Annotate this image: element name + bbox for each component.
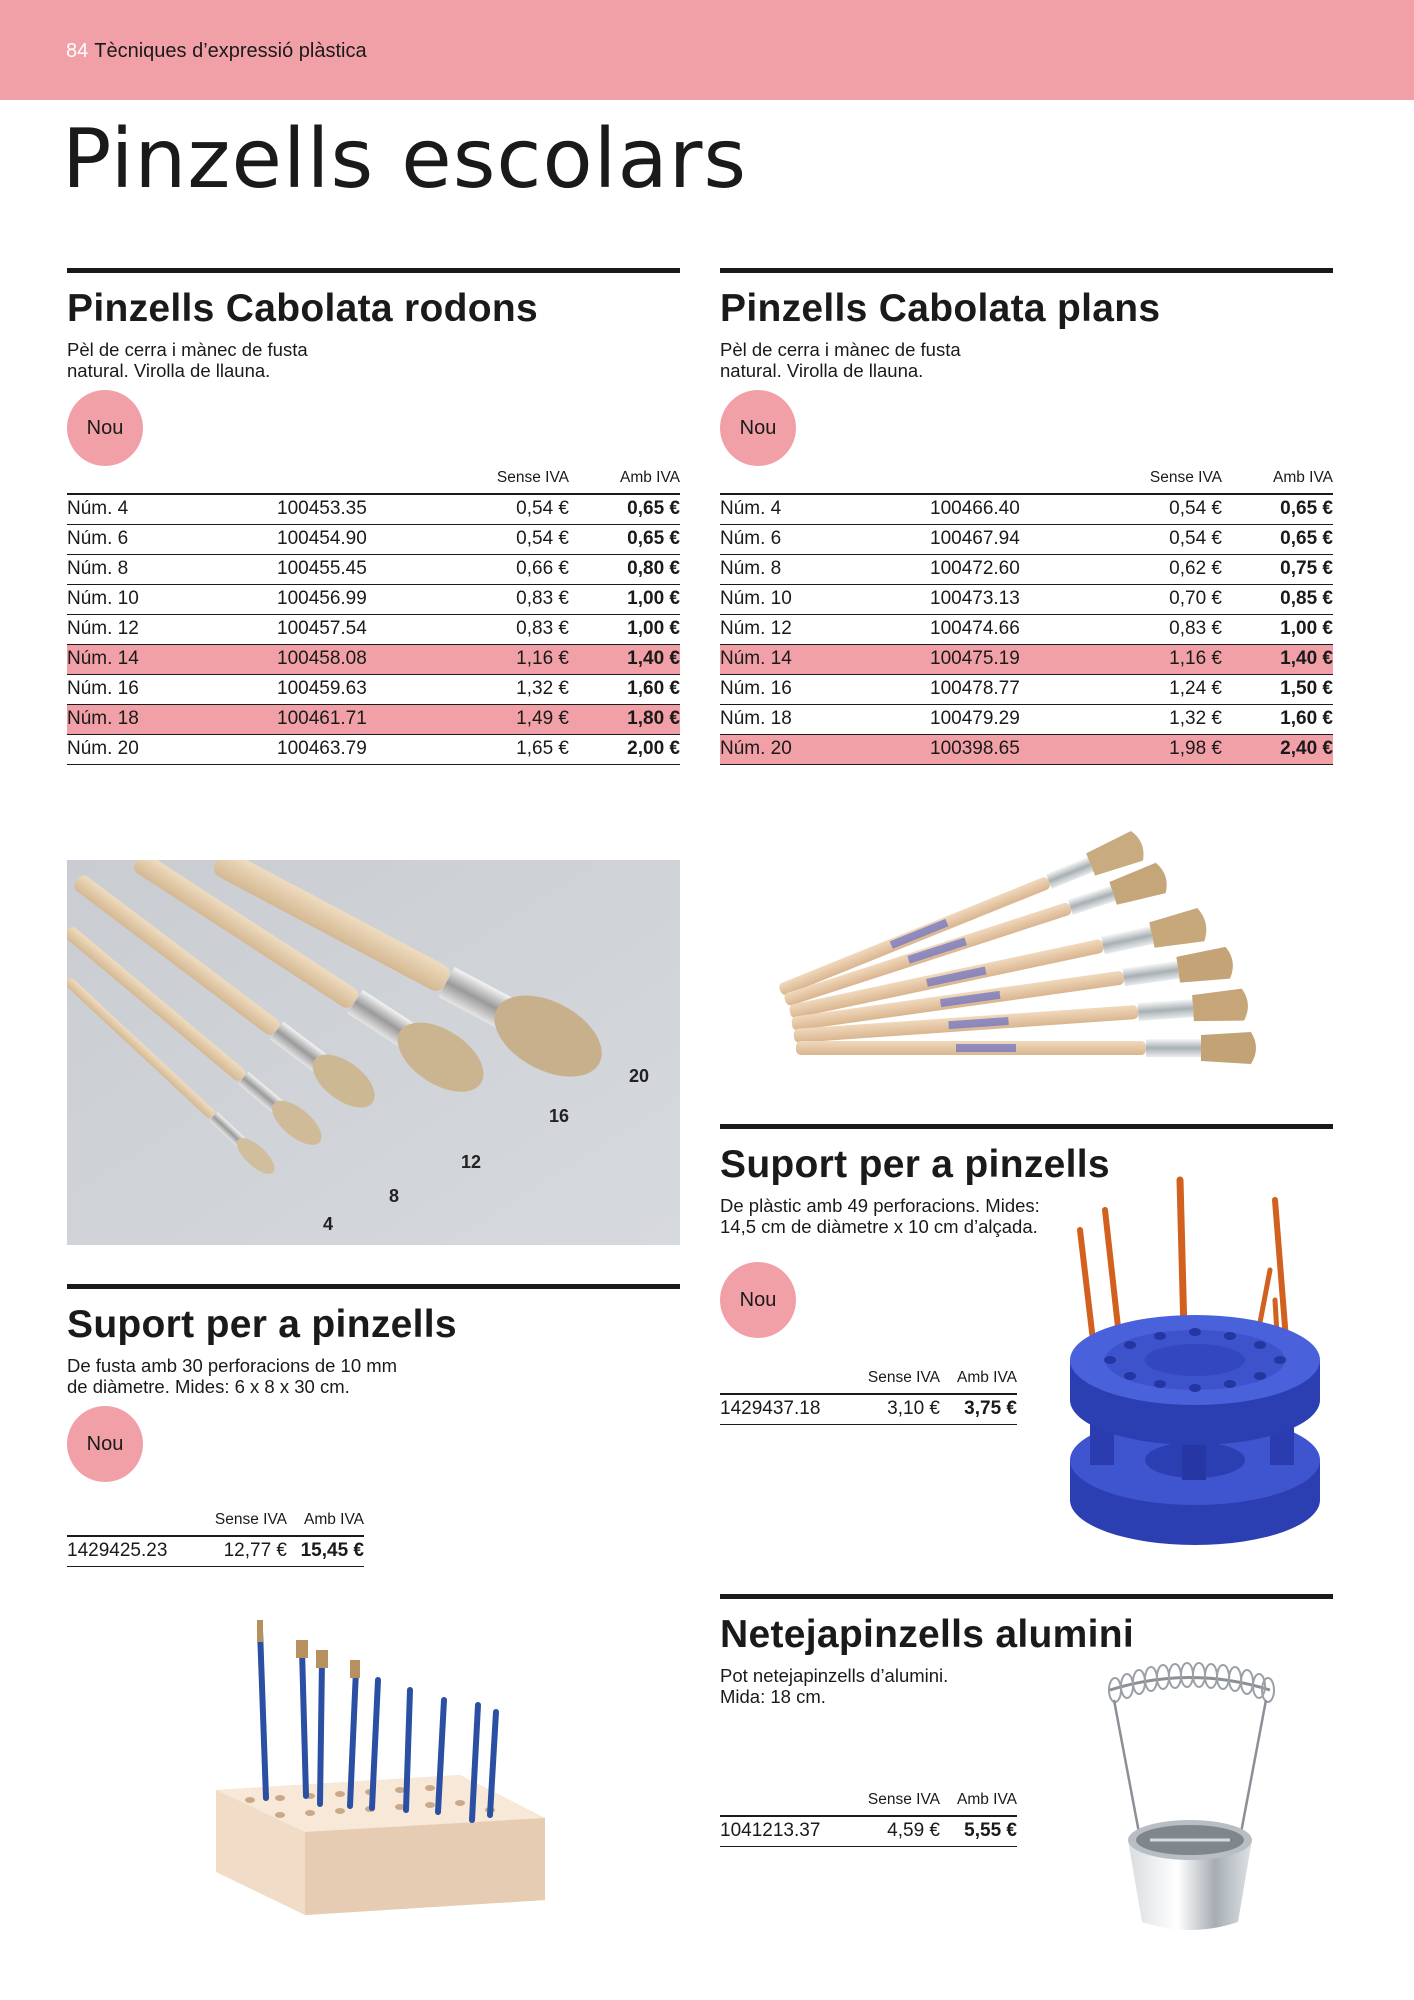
size-label-20: 20 [629, 1066, 650, 1086]
price-no-vat: 1,49 € [447, 704, 569, 734]
flat-title: Pinzells Cabolata plans [720, 287, 1161, 330]
product-code: 100398.65 [930, 734, 1100, 764]
product-code: 100459.63 [277, 674, 447, 704]
header-with-vat: Amb IVA [1222, 466, 1333, 494]
header-empty [67, 1508, 207, 1536]
price-no-vat: 0,54 € [1100, 524, 1222, 554]
table-row [720, 554, 1333, 584]
section-rule [67, 268, 680, 273]
size-label-8: 8 [389, 1186, 400, 1206]
cleaner-description: Pot netejapinzells d’alumini. Mida: 18 cm. [720, 1665, 949, 1707]
price-with-vat: 2,40 € [1222, 734, 1333, 764]
product-code: 100461.71 [277, 704, 447, 734]
header-empty [930, 466, 1100, 494]
price-with-vat: 0,85 € [1222, 584, 1333, 614]
section-rule [720, 1594, 1333, 1599]
price-with-vat: 1,50 € [1222, 674, 1333, 704]
price-no-vat: 1,98 € [1100, 734, 1222, 764]
new-badge [720, 390, 796, 466]
size-cell: Núm. 10 [67, 584, 277, 614]
price-no-vat: 1,32 € [1100, 704, 1222, 734]
price-no-vat: 0,54 € [447, 524, 569, 554]
badge-label: Nou [739, 416, 777, 439]
new-badge [720, 1262, 796, 1338]
table-header-row [67, 466, 680, 494]
header-no-vat: Sense IVA [207, 1508, 287, 1536]
table-row [720, 644, 1333, 674]
table-row [720, 734, 1333, 764]
price-with-vat: 1,80 € [569, 704, 680, 734]
product-code: 100456.99 [277, 584, 447, 614]
new-badge [67, 1406, 143, 1482]
product-code: 100475.19 [930, 644, 1100, 674]
table-row [720, 704, 1333, 734]
table-row [720, 1816, 1017, 1846]
price-no-vat: 1,65 € [447, 734, 569, 764]
wood-stand-section [67, 1284, 680, 1397]
plastic-stand-description: De plàstic amb 49 perforacions. Mides: 14,5 cm de diàmetre x 10 cm d’alçada. [720, 1195, 1040, 1237]
product-code: 100457.54 [277, 614, 447, 644]
table-row [720, 584, 1333, 614]
size-cell: Núm. 12 [67, 614, 277, 644]
wood-stand-title: Suport per a pinzells [67, 1303, 457, 1346]
table-row [720, 494, 1333, 524]
flat-description: Pèl de cerra i mànec de fusta natural. Virolla de llauna. [720, 339, 961, 381]
price-no-vat: 0,83 € [447, 584, 569, 614]
plastic-stand-illustration [1050, 1160, 1350, 1560]
badge-label: Nou [86, 416, 124, 439]
price-with-vat: 0,65 € [569, 494, 680, 524]
page-header [0, 0, 1414, 100]
product-code: 1041213.37 [720, 1816, 860, 1846]
table-row [720, 614, 1333, 644]
product-code: 100455.45 [277, 554, 447, 584]
size-cell: Núm. 18 [720, 704, 930, 734]
round-price-table [67, 466, 680, 765]
table-header-row [720, 466, 1333, 494]
price-no-vat: 1,32 € [447, 674, 569, 704]
section-rule [720, 268, 1333, 273]
product-code: 100479.29 [930, 704, 1100, 734]
size-cell: Núm. 8 [720, 554, 930, 584]
size-cell: Núm. 4 [720, 494, 930, 524]
header-label [66, 40, 367, 63]
price-with-vat: 1,60 € [569, 674, 680, 704]
round-brushes-illustration [67, 860, 680, 1245]
price-no-vat: 0,83 € [447, 614, 569, 644]
page-title: Pinzells escolars [62, 112, 748, 207]
table-row [67, 1536, 364, 1566]
header-empty [67, 466, 277, 494]
size-cell: Núm. 8 [67, 554, 277, 584]
product-code: 100467.94 [930, 524, 1100, 554]
size-cell: Núm. 6 [720, 524, 930, 554]
price-with-vat: 1,40 € [1222, 644, 1333, 674]
price-with-vat: 5,55 € [940, 1816, 1017, 1846]
table-row [67, 674, 680, 704]
size-cell: Núm. 14 [67, 644, 277, 674]
cleaner-photo [1090, 1660, 1290, 1940]
size-cell: Núm. 6 [67, 524, 277, 554]
price-no-vat: 0,83 € [1100, 614, 1222, 644]
table-row [720, 674, 1333, 704]
header-with-vat: Amb IVA [940, 1788, 1017, 1816]
price-no-vat: 4,59 € [860, 1816, 940, 1846]
price-no-vat: 0,66 € [447, 554, 569, 584]
wood-stand-price-table [67, 1508, 364, 1567]
size-cell: Núm. 16 [67, 674, 277, 704]
header-with-vat: Amb IVA [287, 1508, 364, 1536]
size-cell: Núm. 20 [720, 734, 930, 764]
table-row [67, 494, 680, 524]
header-with-vat: Amb IVA [940, 1366, 1017, 1394]
product-code: 100458.08 [277, 644, 447, 674]
size-cell: Núm. 4 [67, 494, 277, 524]
header-empty [720, 1366, 860, 1394]
product-code: 100472.60 [930, 554, 1100, 584]
product-code: 1429425.23 [67, 1536, 207, 1566]
product-code: 100474.66 [930, 614, 1100, 644]
badge-label: Nou [739, 1288, 777, 1311]
product-code: 100453.35 [277, 494, 447, 524]
plastic-stand-photo [1050, 1160, 1350, 1560]
size-cell: Núm. 20 [67, 734, 277, 764]
table-row [720, 524, 1333, 554]
size-cell: Núm. 16 [720, 674, 930, 704]
table-header-row [67, 1508, 364, 1536]
size-cell: Núm. 12 [720, 614, 930, 644]
price-no-vat: 12,77 € [207, 1536, 287, 1566]
table-row [67, 614, 680, 644]
table-row [67, 644, 680, 674]
size-label-4: 4 [323, 1214, 334, 1234]
size-label-12: 12 [461, 1152, 482, 1172]
price-no-vat: 0,54 € [1100, 494, 1222, 524]
table-header-row [720, 1788, 1017, 1816]
price-with-vat: 1,40 € [569, 644, 680, 674]
price-with-vat: 0,65 € [569, 524, 680, 554]
price-no-vat: 0,54 € [447, 494, 569, 524]
product-code: 1429437.18 [720, 1394, 860, 1424]
cleaner-title: Netejapinzells alumini [720, 1613, 1135, 1656]
wood-stand-description: De fusta amb 30 perforacions de 10 mm de diàmetre. Mides: 6 x 8 x 30 cm. [67, 1355, 398, 1397]
section-name: Tècniques d’expressió plàstica [94, 40, 367, 62]
product-code: 100478.77 [930, 674, 1100, 704]
round-title: Pinzells Cabolata rodons [67, 287, 538, 330]
cleaner-illustration [1090, 1660, 1290, 1940]
price-with-vat: 2,00 € [569, 734, 680, 764]
product-code: 100454.90 [277, 524, 447, 554]
flat-brushes-section [720, 268, 1333, 381]
price-with-vat: 15,45 € [287, 1536, 364, 1566]
price-no-vat: 1,16 € [447, 644, 569, 674]
section-rule [720, 1124, 1333, 1129]
wood-stand-photo [210, 1610, 560, 1930]
header-no-vat: Sense IVA [860, 1788, 940, 1816]
price-with-vat: 1,00 € [569, 614, 680, 644]
round-description: Pèl de cerra i mànec de fusta natural. Virolla de llauna. [67, 339, 308, 381]
cleaner-price-table [720, 1788, 1017, 1847]
price-with-vat: 0,75 € [1222, 554, 1333, 584]
flat-brushes-illustration [770, 800, 1290, 1090]
price-no-vat: 3,10 € [860, 1394, 940, 1424]
product-code: 100466.40 [930, 494, 1100, 524]
wood-stand-illustration [210, 1610, 560, 1930]
section-rule [67, 1284, 680, 1289]
badge-label: Nou [86, 1432, 124, 1455]
product-code: 100463.79 [277, 734, 447, 764]
size-cell: Núm. 10 [720, 584, 930, 614]
new-badge [67, 390, 143, 466]
price-with-vat: 1,60 € [1222, 704, 1333, 734]
header-no-vat: Sense IVA [860, 1366, 940, 1394]
product-code: 100473.13 [930, 584, 1100, 614]
plastic-stand-price-table [720, 1366, 1017, 1425]
table-row [67, 554, 680, 584]
price-with-vat: 0,65 € [1222, 494, 1333, 524]
table-row [67, 704, 680, 734]
header-empty [277, 466, 447, 494]
price-with-vat: 3,75 € [940, 1394, 1017, 1424]
table-row [67, 584, 680, 614]
price-with-vat: 1,00 € [569, 584, 680, 614]
round-brushes-photo [67, 860, 680, 1245]
size-cell: Núm. 18 [67, 704, 277, 734]
table-row [67, 734, 680, 764]
size-label-16: 16 [549, 1106, 570, 1126]
header-with-vat: Amb IVA [569, 466, 680, 494]
price-with-vat: 0,80 € [569, 554, 680, 584]
price-no-vat: 1,16 € [1100, 644, 1222, 674]
header-empty [720, 1788, 860, 1816]
plastic-stand-title: Suport per a pinzells [720, 1143, 1110, 1186]
table-header-row [720, 1366, 1017, 1394]
flat-price-table [720, 466, 1333, 765]
table-row [67, 524, 680, 554]
price-no-vat: 1,24 € [1100, 674, 1222, 704]
flat-brushes-photo [770, 800, 1290, 1090]
round-brushes-section [67, 268, 680, 381]
table-row [720, 1394, 1017, 1424]
price-with-vat: 1,00 € [1222, 614, 1333, 644]
price-no-vat: 0,70 € [1100, 584, 1222, 614]
page-number: 84 [66, 40, 89, 62]
price-no-vat: 0,62 € [1100, 554, 1222, 584]
price-with-vat: 0,65 € [1222, 524, 1333, 554]
size-cell: Núm. 14 [720, 644, 930, 674]
header-no-vat: Sense IVA [1100, 466, 1222, 494]
header-no-vat: Sense IVA [447, 466, 569, 494]
header-empty [720, 466, 930, 494]
